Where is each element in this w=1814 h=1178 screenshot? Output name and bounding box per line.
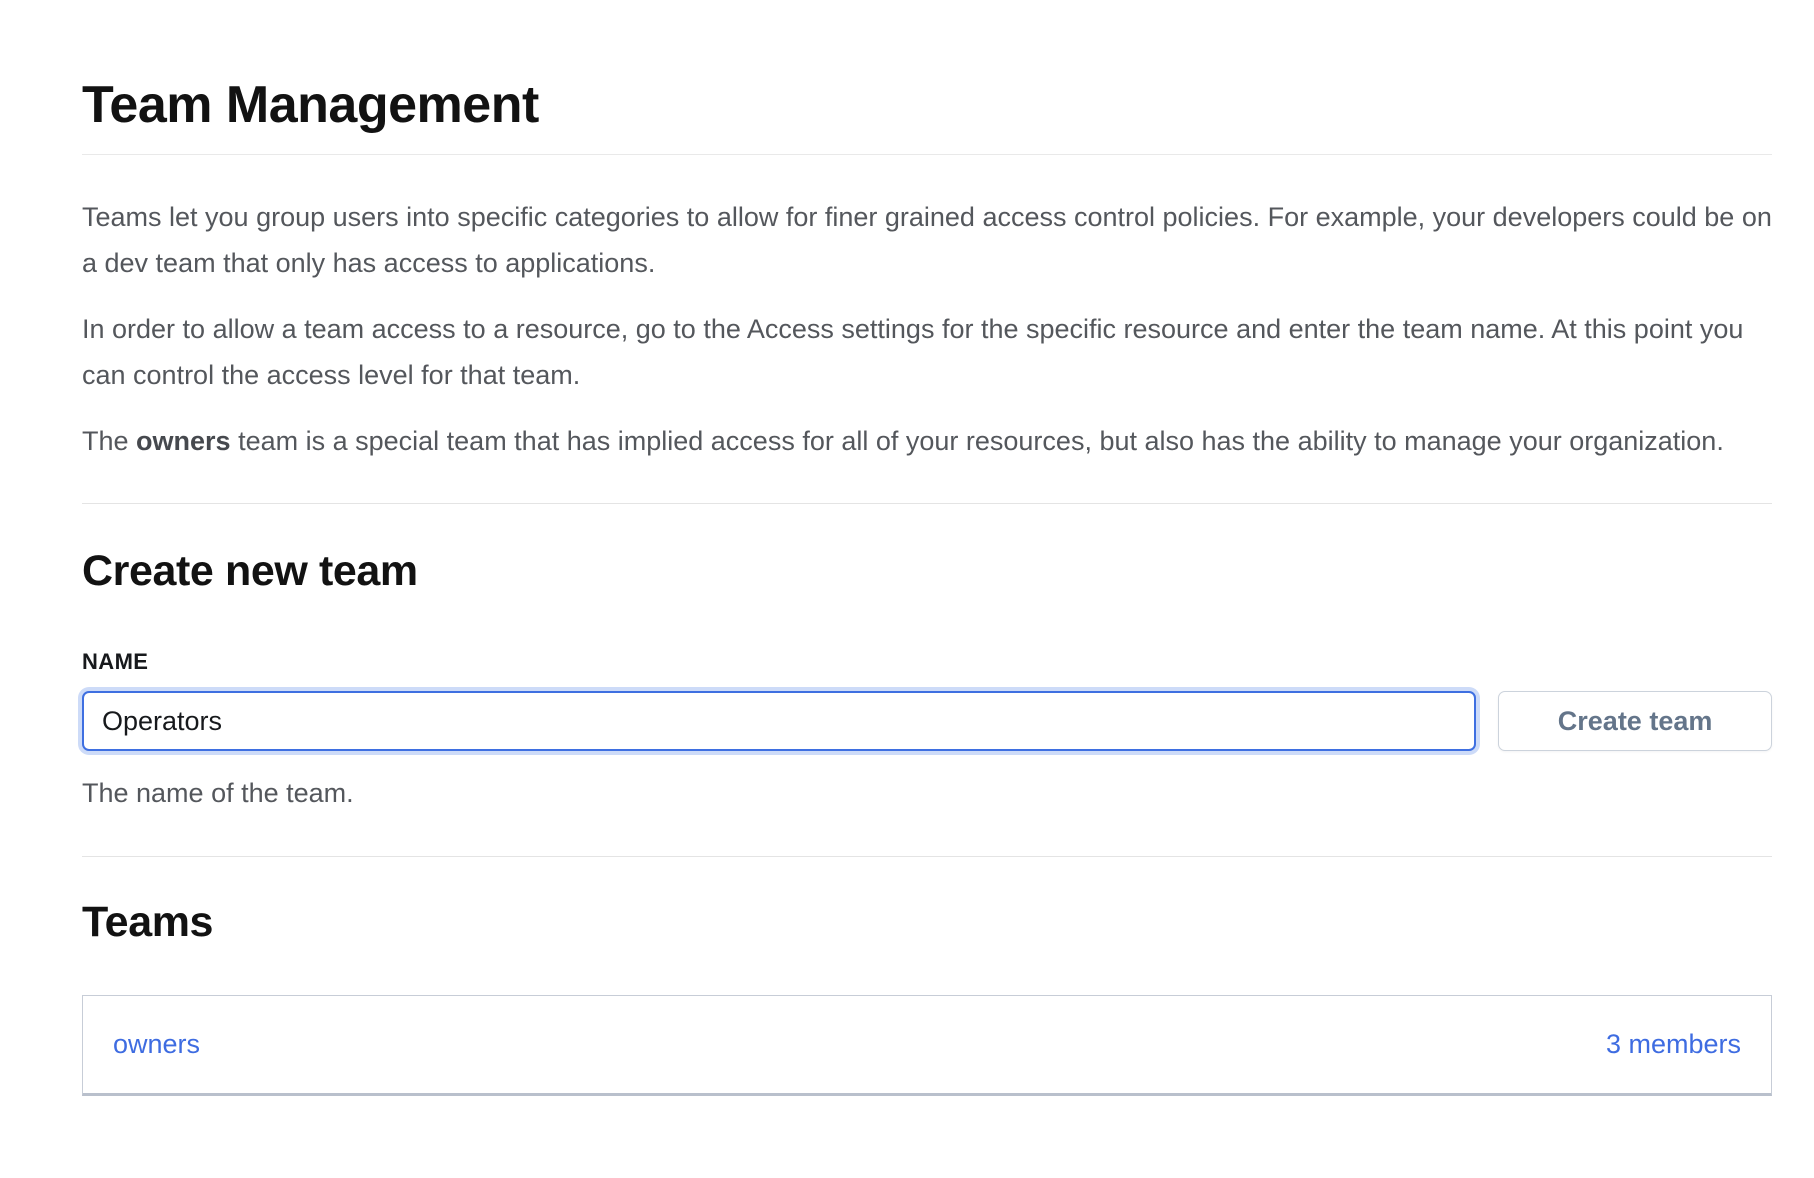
intro-paragraph-2: In order to allow a team access to a resource, go to the Access settings for the specific resource and enter the team name. At this point you can control the access level for that team. <box>82 314 1744 390</box>
name-field-label: NAME <box>82 649 149 674</box>
intro-paragraph-1: Teams let you group users into specific categories to allow for finer grained access control policies. For example, your developers could be on a dev team that only has access to applications. <box>82 202 1772 278</box>
create-new-team-heading: Create new team <box>82 547 418 595</box>
intro-paragraph-3 <box>82 418 1772 464</box>
team-row <box>83 996 1771 1093</box>
intro-paragraph-3-suffix: team is a special team that has implied access for all of your resources, but also has the ability to manage your organization. <box>230 426 1724 456</box>
team-management-page <box>0 74 1814 1096</box>
name-helper-text: The name of the team. <box>82 778 354 808</box>
page-title: Team Management <box>82 74 1772 155</box>
intro-paragraph-3-prefix: The <box>82 426 137 456</box>
section-divider <box>82 856 1772 857</box>
team-members-link[interactable]: 3 members <box>1605 1029 1741 1059</box>
section-divider <box>82 503 1772 504</box>
teams-list <box>82 995 1772 1096</box>
team-name-link[interactable]: owners <box>113 1029 201 1059</box>
create-team-form-row <box>82 691 1772 751</box>
owners-emphasis: owners <box>136 426 231 456</box>
teams-heading: Teams <box>82 898 214 946</box>
team-name-input[interactable] <box>82 691 1476 751</box>
create-team-button[interactable]: Create team <box>1498 691 1772 751</box>
